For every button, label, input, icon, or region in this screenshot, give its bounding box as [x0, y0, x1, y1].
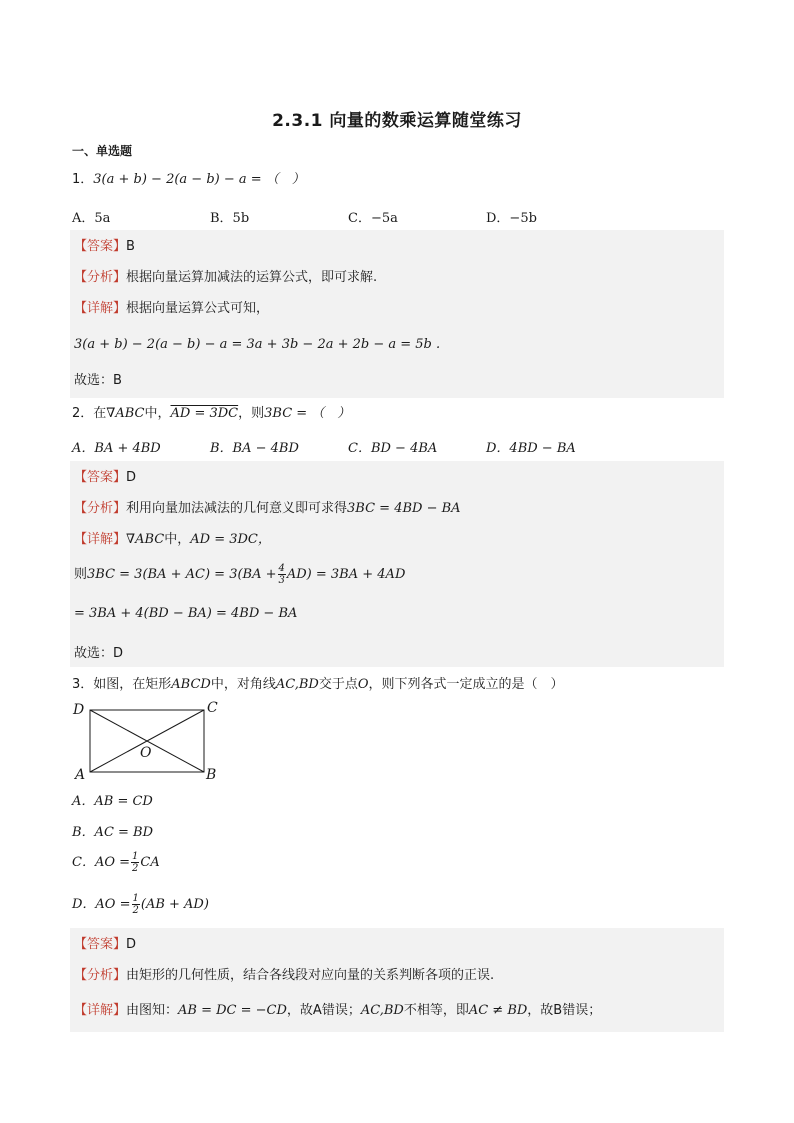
question-1-options: [72, 207, 722, 227]
analysis-row: [74, 269, 377, 287]
triangle-symbol: ∇ABC: [126, 532, 165, 547]
detail-row: [74, 1002, 601, 1020]
analysis-row: [74, 967, 494, 985]
question-3-stem: [72, 675, 564, 695]
question-2-expression: 3BC = （ ）: [264, 406, 351, 421]
option-text: D．AO =: [72, 897, 131, 912]
label-c: C: [207, 700, 218, 716]
detail-equation: 3(a + b) − 2(a − b) − a = 3a + 3b − 2a + 2b − a = 5b .: [74, 337, 441, 352]
vector-condition: AD = 3DC，: [190, 532, 271, 547]
analysis-row: [74, 500, 461, 518]
answer-tag: 【答案】: [74, 470, 127, 485]
detail-text: 则: [74, 567, 88, 582]
answer-value: D: [126, 470, 137, 485]
question-2-options: [72, 437, 722, 457]
option-text: CA: [140, 855, 160, 870]
detail-row: [74, 300, 269, 318]
page-title: 2.3.1 向量的数乘运算随堂练习: [272, 111, 522, 131]
option-c: C．BD − 4BA: [348, 441, 438, 456]
fraction: [132, 893, 140, 916]
answer-row: [74, 469, 136, 487]
detail-text: 根据向量运算公式可知，: [126, 301, 270, 316]
label-o: O: [140, 745, 152, 761]
fraction: [278, 563, 286, 586]
detail-expression: AB = DC = −CD: [178, 1003, 287, 1018]
detail-tag: 【详解】: [74, 301, 127, 316]
detail-equation-1: [74, 563, 405, 586]
q3-option-b: B．AC = BD: [72, 825, 154, 840]
triangle-symbol: ∇ABC: [106, 406, 145, 421]
question-1-stem: [72, 170, 305, 190]
answer-row: [74, 238, 135, 256]
option-text: C．AO =: [72, 855, 131, 870]
answer-row: [74, 936, 136, 954]
stem-text: 中，对角线: [210, 677, 276, 692]
question-number: 1．: [72, 172, 94, 187]
detail-text: 由图知：: [126, 1003, 179, 1018]
analysis-tag: 【分析】: [74, 968, 127, 983]
option-b: B．5b: [210, 211, 250, 226]
option-text: (AB + AD): [140, 897, 209, 912]
question-1-expression: 3(a + b) − 2(a − b) − a = （ ）: [93, 172, 305, 187]
point-name: O: [357, 677, 369, 692]
stem-text: 2．在: [72, 406, 107, 421]
question-2-stem: [72, 404, 350, 424]
detail-tag: 【详解】: [74, 1003, 127, 1018]
conclusion-row: 故选：B: [74, 373, 122, 388]
diagonal-names: AC,BD: [275, 677, 319, 692]
detail-row: [74, 531, 271, 549]
denominator: 2: [132, 905, 139, 916]
detail-equation-2: = 3BA + 4(BD − BA) = 4BD − BA: [74, 606, 298, 621]
stem-text: 3．如图，在矩形: [72, 677, 172, 692]
answer-tag: 【答案】: [74, 937, 127, 952]
question-2-solution-box: [70, 461, 724, 667]
option-b: B．BA − 4BD: [210, 441, 299, 456]
detail-expression: AC,BD: [360, 1003, 404, 1018]
option-d: D．4BD − BA: [486, 441, 576, 456]
stem-text: 中，: [144, 406, 171, 421]
numerator: 4: [278, 563, 285, 574]
answer-tag: 【答案】: [74, 239, 127, 254]
answer-value: B: [126, 239, 135, 254]
detail-tag: 【详解】: [74, 532, 127, 547]
denominator: 2: [132, 863, 139, 874]
detail-text: 中，: [164, 532, 191, 547]
analysis-text: 由矩形的几何性质，结合各线段对应向量的关系判断各项的正误.: [126, 968, 495, 983]
equation-part: AD) = 3BA + 4AD: [286, 567, 406, 582]
analysis-text: 利用向量加法减法的几何意义即可求得: [126, 501, 348, 516]
analysis-expression: 3BC = 4BD − BA: [347, 501, 461, 516]
detail-text: ，故B错误；: [527, 1003, 602, 1018]
rectangle-figure: [68, 697, 228, 785]
numerator: 1: [132, 851, 139, 862]
q3-option-c: [72, 851, 160, 874]
analysis-tag: 【分析】: [74, 270, 127, 285]
vector-condition: AD = 3DC: [170, 406, 239, 421]
q3-option-d: [72, 893, 209, 916]
analysis-tag: 【分析】: [74, 501, 127, 516]
section-heading: 一、单选题: [72, 144, 133, 158]
stem-text: 交于点: [318, 677, 358, 692]
label-a: A: [75, 767, 86, 783]
equation-part: 3BC = 3(BA + AC) = 3(BA +: [87, 567, 277, 582]
option-a: A．BA + 4BD: [72, 441, 161, 456]
numerator: 1: [132, 893, 139, 904]
stem-text: ，则: [238, 406, 265, 421]
stem-text: ，则下列各式一定成立的是（ ）: [368, 677, 564, 692]
detail-text: ，故A错误；: [286, 1003, 361, 1018]
question-1-solution-box: [70, 230, 724, 398]
question-3-solution-box: [70, 928, 724, 1032]
fraction: [131, 851, 139, 874]
q3-option-a: A．AB = CD: [72, 794, 153, 809]
detail-text: 不相等，即: [403, 1003, 469, 1018]
option-d: D．−5b: [486, 211, 537, 226]
option-a: A．5a: [72, 211, 111, 226]
label-b: B: [206, 767, 217, 783]
option-c: C．−5a: [348, 211, 398, 226]
conclusion-row: 故选：D: [74, 646, 124, 661]
analysis-text: 根据向量运算加减法的运算公式，即可求解.: [126, 270, 378, 285]
label-d: D: [73, 702, 85, 718]
rectangle-name: ABCD: [171, 677, 211, 692]
answer-value: D: [126, 937, 137, 952]
detail-expression: AC ≠ BD: [468, 1003, 528, 1018]
denominator: 3: [278, 575, 285, 586]
